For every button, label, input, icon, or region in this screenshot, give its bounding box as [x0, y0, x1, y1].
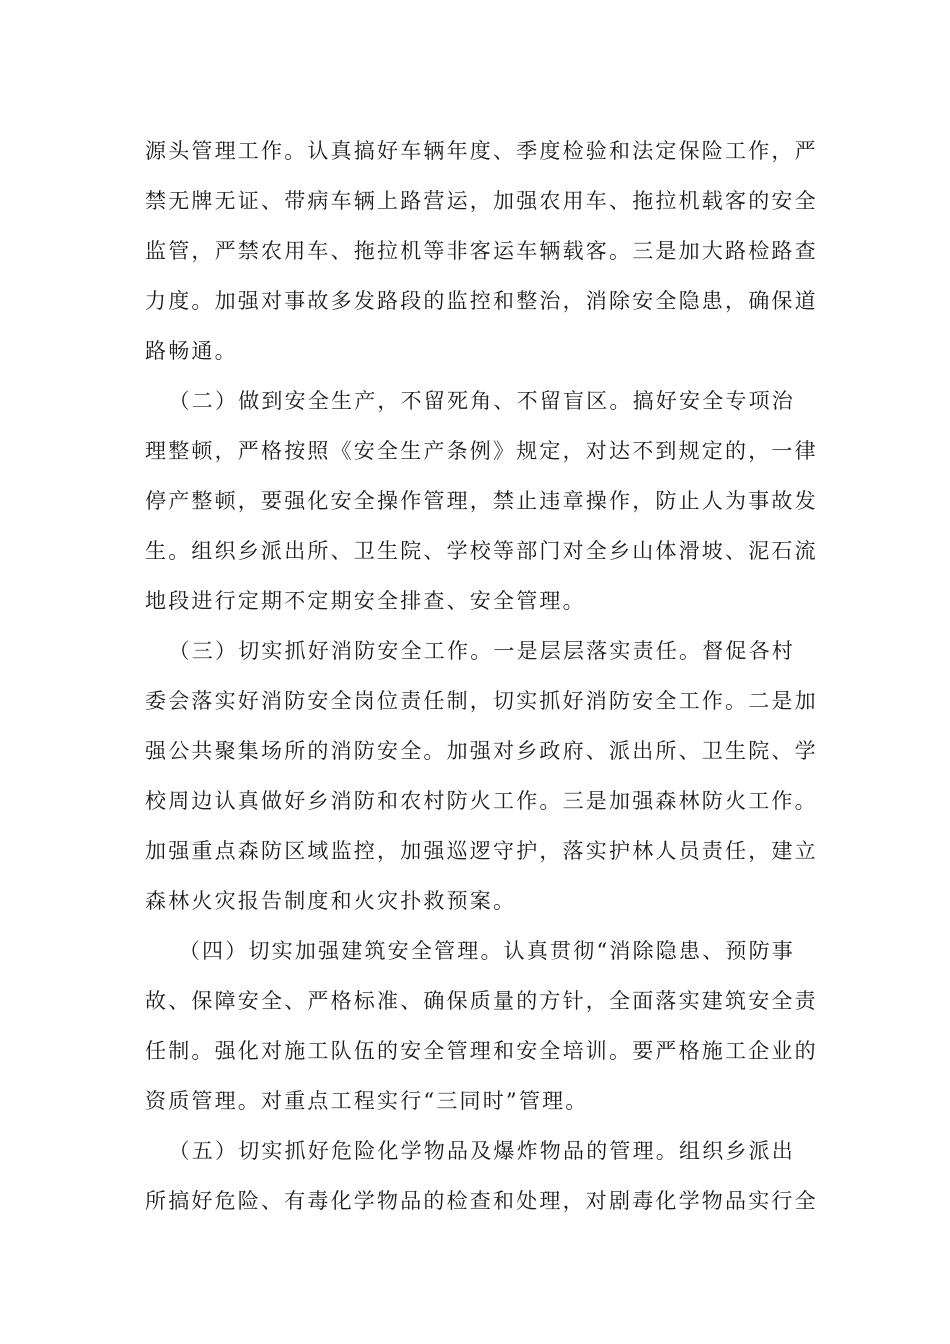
paragraph-line: 校周边认真做好乡消防和农村防火工作。三是加强森林防火工作。 — [145, 789, 818, 813]
paragraph-line: 生。组织乡派出所、卫生院、学校等部门对全乡山体滑坡、泥石流 — [145, 539, 818, 563]
paragraph-line: 力度。加强对事故多发路段的监控和整治，消除安全隐患，确保道 — [145, 289, 818, 313]
paragraph-line: 强公共聚集场所的消防安全。加强对乡政府、派出所、卫生院、学 — [145, 739, 818, 763]
paragraph-line: 委会落实好消防安全岗位责任制，切实抓好消防安全工作。二是加 — [145, 689, 818, 713]
paragraph-line: 资质管理。对重点工程实行“三同时”管理。 — [145, 1089, 589, 1113]
paragraph-line: 任制。强化对施工队伍的安全管理和安全培训。要严格施工企业的 — [145, 1039, 818, 1063]
paragraph-line: 停产整顿，要强化安全操作管理，禁止违章操作，防止人为事故发 — [145, 489, 818, 513]
paragraph-line: （五）切实抓好危险化学物品及爆炸物品的管理。组织乡派出 — [168, 1139, 795, 1163]
paragraph-line: （四）切实加强建筑安全管理。认真贯彻“消除隐患、预防事 — [178, 939, 795, 963]
paragraph-line: （三）切实抓好消防安全工作。一是层层落实责任。督促各村 — [168, 639, 795, 663]
paragraph-line: （二）做到安全生产，不留死角、不留盲区。搞好安全专项治 — [168, 389, 795, 413]
paragraph-line: 地段进行定期不定期安全排查、安全管理。 — [145, 589, 586, 613]
paragraph-line: 所搞好危险、有毒化学物品的检查和处理，对剧毒化学物品实行全 — [145, 1189, 818, 1213]
paragraph-line: 禁无牌无证、带病车辆上路营运，加强农用车、拖拉机载客的安全 — [145, 189, 818, 213]
paragraph-line: 监管，严禁农用车、拖拉机等非客运车辆载客。三是加大路检路查 — [145, 239, 818, 263]
paragraph-line: 故、保障安全、严格标准、确保质量的方针，全面落实建筑安全责 — [145, 989, 818, 1013]
paragraph-line: 森林火灾报告制度和火灾扑救预案。 — [145, 889, 517, 913]
paragraph-line: 理整顿，严格按照《安全生产条例》规定，对达不到规定的，一律 — [145, 439, 818, 463]
paragraph-line: 加强重点森防区域监控，加强巡逻守护，落实护林人员责任，建立 — [145, 839, 818, 863]
paragraph-line: 源头管理工作。认真搞好车辆年度、季度检验和法定保险工作，严 — [145, 139, 818, 163]
paragraph-line: 路畅通。 — [145, 339, 238, 363]
